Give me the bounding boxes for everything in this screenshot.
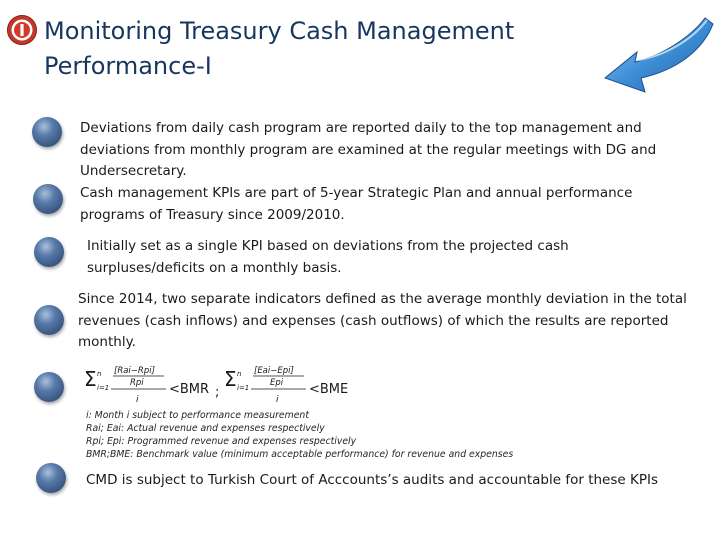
- paragraph-kpi-strategic-plan: Cash management KPIs are part of 5-year Strategic Plan and annual performance programs of Treasury since 2009/2010.: [80, 185, 633, 223]
- definition-line: Rpi; Epi: Programmed revenue and expenses respectively: [86, 436, 357, 448]
- bullet-icon: [36, 463, 66, 493]
- sum-upper-limit: n: [97, 370, 102, 378]
- summation-sign-right: Σ: [224, 367, 237, 391]
- right-inner-denominator: Epi: [270, 378, 284, 388]
- bullet-icon: [34, 305, 64, 335]
- bullet-icon: [34, 372, 64, 402]
- paragraph-two-indicators: Since 2014, two separate indicators defined as the average monthly deviation in the total revenues (cash inflows) and expenses (cash outflows) of which the results are reported monthly.: [78, 291, 687, 350]
- sum-upper-limit-right: n: [237, 370, 242, 378]
- right-numerator: [Eai−Epi]: [254, 366, 294, 376]
- paragraph-daily-deviations: Deviations from daily cash program are reported daily to the top management and deviations from monthly program are examined at the regular meetings with DG and Undersecretary.: [80, 120, 657, 179]
- definition-line: Rai; Eai: Actual revenue and expenses respectively: [86, 423, 325, 435]
- kpi-formula: [84, 362, 384, 408]
- formula-separator: ;: [215, 385, 220, 400]
- slide-title: Monitoring Treasury Cash Management Performance-I: [44, 17, 515, 80]
- formula-definitions: [86, 409, 516, 461]
- paragraph-initial-kpi: Initially set as a single KPI based on deviations from the projected cash surpluses/deficits on a monthly basis.: [87, 238, 569, 276]
- sum-lower-limit: i=1: [97, 384, 110, 392]
- bullet-icon: [34, 237, 64, 267]
- treasury-logo-icon: [6, 14, 38, 46]
- paragraph-court-of-accounts: CMD is subject to Turkish Court of Acccounts’s audits and accountable for these KPIs: [86, 472, 658, 488]
- definition-line: i: Month i subject to performance measurement: [86, 410, 309, 421]
- left-numerator: [Rai−Rpi]: [114, 366, 155, 376]
- definition-line: BMR;BME: Benchmark value (minimum acceptable performance) for revenue and expenses: [86, 449, 514, 461]
- bullet-icon: [32, 117, 62, 147]
- bme-target: <BME: [309, 382, 349, 397]
- bullet-icon: [33, 184, 63, 214]
- curved-arrow-icon: [595, 12, 717, 100]
- sum-lower-limit-right: i=1: [237, 384, 250, 392]
- summation-sign: Σ: [84, 367, 97, 391]
- bmr-target: <BMR: [169, 382, 210, 397]
- left-divisor: i: [136, 395, 139, 405]
- left-inner-denominator: Rpi: [130, 378, 144, 388]
- right-divisor: i: [276, 395, 279, 405]
